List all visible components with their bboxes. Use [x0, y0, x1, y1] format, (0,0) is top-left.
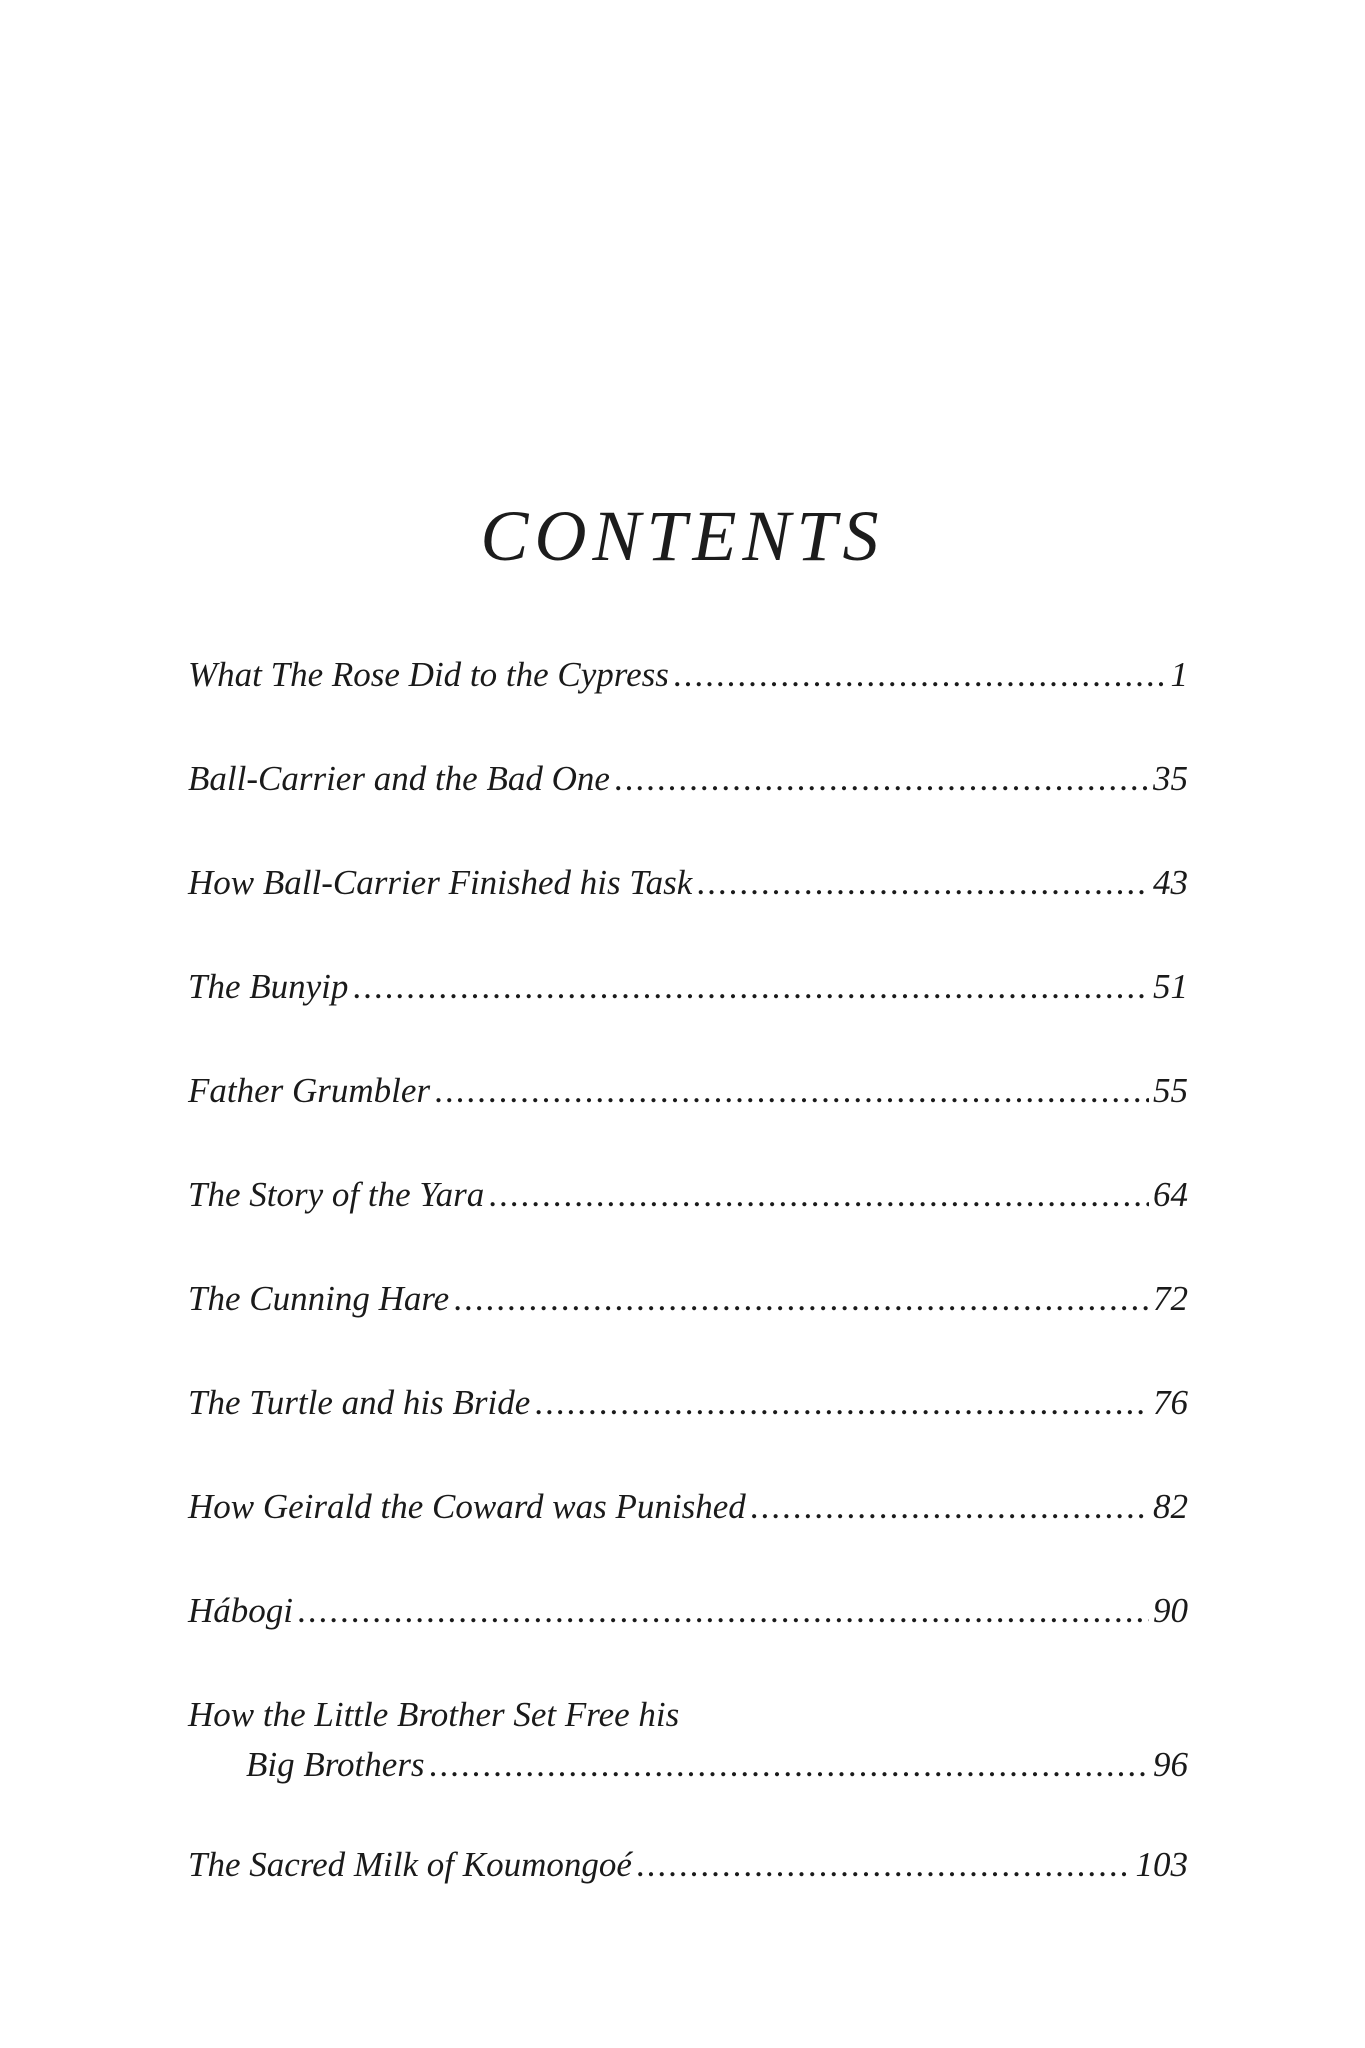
toc-entry-title: The Bunyip	[188, 967, 349, 1006]
toc-entry-page: 82	[1153, 1487, 1188, 1526]
dot-leader	[429, 1740, 1149, 1790]
toc-entry-page: 103	[1135, 1845, 1188, 1884]
dot-leader	[636, 1840, 1132, 1890]
toc-entry-page: 96	[1153, 1745, 1188, 1784]
dot-leader	[614, 754, 1149, 804]
dot-leader	[297, 1586, 1149, 1636]
toc-entry[interactable]	[188, 858, 1188, 962]
toc-entry[interactable]	[188, 1378, 1188, 1482]
toc-entry-page: 43	[1153, 863, 1188, 902]
toc-entry-title: Father Grumbler	[188, 1071, 431, 1110]
toc-entry-title: Hábogi	[188, 1591, 293, 1630]
toc-entry[interactable]	[188, 962, 1188, 1066]
toc-entry-page: 90	[1153, 1591, 1188, 1630]
dot-leader	[696, 858, 1149, 908]
dot-leader	[488, 1170, 1149, 1220]
toc-entry-title-continued: Big Brothers	[246, 1745, 425, 1784]
dot-leader	[673, 650, 1167, 700]
toc-entry[interactable]	[188, 754, 1188, 858]
toc-entry-page: 51	[1153, 967, 1188, 1006]
toc-entry-page: 1	[1170, 655, 1188, 694]
page-title: CONTENTS	[480, 496, 885, 576]
toc-entry-title: Ball-Carrier and the Bad One	[188, 759, 610, 798]
toc-entry-title: The Story of the Yara	[188, 1175, 485, 1214]
toc-entry-page: 64	[1153, 1175, 1188, 1214]
toc-entry-page: 72	[1153, 1279, 1188, 1318]
toc-entry-title: How Ball-Carrier Finished his Task	[188, 863, 693, 902]
dot-leader	[534, 1378, 1149, 1428]
table-of-contents	[188, 650, 1188, 1944]
dot-leader	[453, 1274, 1149, 1324]
toc-entry[interactable]	[188, 1690, 1188, 1840]
toc-entry-title: The Sacred Milk of Koumongoé	[188, 1845, 632, 1884]
dot-leader	[750, 1482, 1149, 1532]
dot-leader	[352, 962, 1149, 1012]
toc-entry-page: 35	[1153, 759, 1188, 798]
dot-leader	[434, 1066, 1149, 1116]
toc-entry[interactable]	[188, 1840, 1188, 1944]
toc-entry-title: How the Little Brother Set Free his	[188, 1695, 680, 1734]
toc-entry-title: The Turtle and his Bride	[188, 1383, 531, 1422]
toc-entry[interactable]	[188, 1066, 1188, 1170]
toc-entry[interactable]	[188, 650, 1188, 754]
toc-entry[interactable]	[188, 1170, 1188, 1274]
toc-entry[interactable]	[188, 1586, 1188, 1690]
toc-entry[interactable]	[188, 1482, 1188, 1586]
toc-entry-title: The Cunning Hare	[188, 1279, 450, 1318]
toc-entry-title: What The Rose Did to the Cypress	[188, 655, 669, 694]
toc-entry-page: 55	[1153, 1071, 1188, 1110]
toc-entry-title: How Geirald the Coward was Punished	[188, 1487, 746, 1526]
toc-entry-page: 76	[1153, 1383, 1188, 1422]
toc-entry[interactable]	[188, 1274, 1188, 1378]
